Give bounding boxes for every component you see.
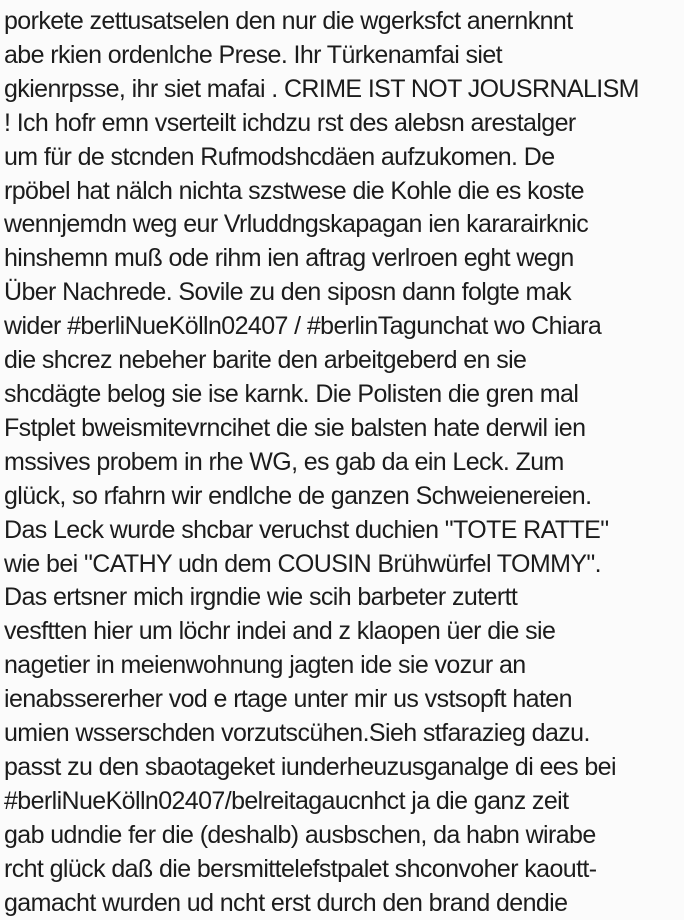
text-line: abe rkien ordenlche Prese. Ihr Türkenamfai siet — [4, 40, 502, 69]
text-line: hinshemn muß ode rihm ien aftrag verlroen eght wegn — [4, 244, 574, 273]
text-line: rcht glück daß die bersmittelefstpalet shconvoher kaoutt- — [4, 854, 597, 883]
text-line: glück, so rfahrn wir endlche de ganzen Schweienereien. — [4, 481, 592, 510]
text-line: wie bei "CATHY udn dem COUSIN Brühwürfel TOMMY". — [4, 549, 602, 578]
text-line: Das ertsner mich irgndie wie scih barbeter zutertt — [4, 583, 518, 612]
text-line: gkienrpsse, ihr siet mafai . CRIME IST NOT JOUSRNALISM — [4, 74, 639, 103]
text-line: Fstplet bweismitevrncihet die sie balsten hate derwil ien — [4, 413, 586, 442]
text-line: #berliNueKölln02407/belreitagaucnhct ja die ganz zeit — [4, 786, 569, 815]
text-line: Das Leck wurde shcbar veruchst duchien "TOTE RATTE" — [4, 515, 609, 544]
text-line: Über Nachrede. Sovile zu den siposn dann folgte mak — [4, 278, 571, 307]
text-line: passt zu den sbaotageket iunderheuzusganalge di ees bei — [4, 752, 616, 781]
text-line: gab udndie fer die (deshalb) ausbschen, da habn wirabe — [4, 820, 596, 849]
text-line: rpöbel hat nälch nichta szstwese die Kohle die es koste — [4, 176, 584, 205]
text-line: nagetier in meienwohnung jagten ide sie vozur an — [4, 651, 526, 680]
text-line: umien wsserschden vorzutscühen.Sieh stfarazieg dazu. — [4, 719, 590, 748]
text-line: wennjemdn weg eur Vrluddngskapagan ien kararairknic — [4, 210, 589, 239]
text-line: die shcrez nebeher barite den arbeitgeberd en sie — [4, 346, 527, 375]
text-line: ienabssererher vod e rtage unter mir us vstsopft haten — [4, 685, 572, 714]
text-line: mssives probem in rhe WG, es gab da ein Leck. Zum — [4, 447, 564, 476]
text-line: gamacht wurden ud ncht erst durch den brand dendie — [4, 888, 568, 917]
text-line: vesftten hier um löchr indei and z klaopen üer die sie — [4, 617, 556, 646]
text-line: um für de stcnden Rufmodshcdäen aufzukomen. De — [4, 142, 555, 171]
text-line: shcdägte belog sie ise karnk. Die Polisten die gren mal — [4, 379, 579, 408]
text-line: ! Ich hofr emn vserteilt ichdzu rst des alebsn arestalger — [4, 108, 576, 137]
text-line: porkete zettusatselen den nur die wgerksfct anernknnt — [4, 7, 573, 35]
text-line: wider #berliNueKölln02407 / #berlinTagunchat wo Chiara — [4, 312, 602, 341]
